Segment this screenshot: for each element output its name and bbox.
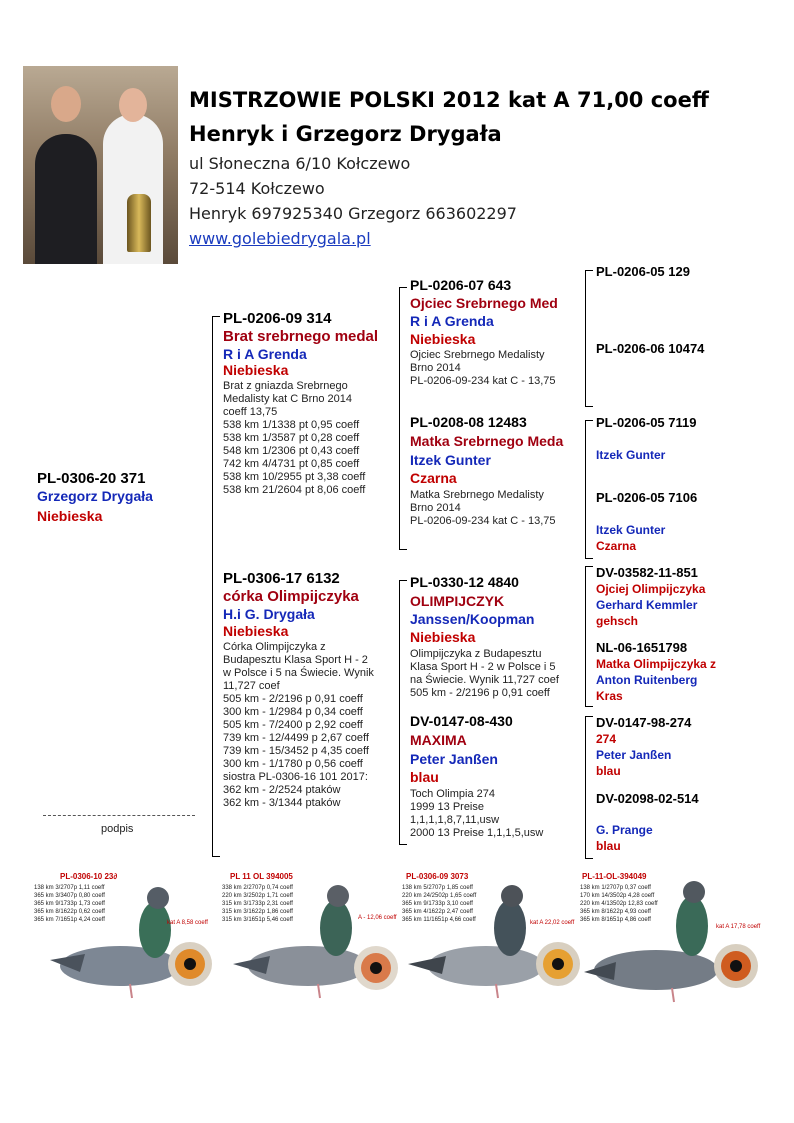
pigeon-1-results: 138 km 3/2707p 1,11 coeff 365 km 3/3407p 0,80 coeff 365 km 9/1733p 1,73 coeff 365 km 8/1622p 0,62 coeff 365 km 7/1651p 4,24 coeff: [34, 885, 105, 923]
g2-1-breeder: Itzek Gunter: [410, 452, 491, 468]
line-gen3-a-top: [585, 270, 593, 271]
line-gen1-top: [212, 316, 220, 317]
g3-0-ring: PL-0206-05 129: [596, 264, 690, 279]
g3-3-color: Czarna: [596, 539, 637, 553]
g2-2-notes: Olimpijczyka z Budapesztu Klasa Sport H - 2 w Polsce i 5 na Świecie. Wynik 11,727 coef 505 km - 2/2196 p 0,91 coeff: [410, 648, 559, 699]
sire-color: Niebieska: [223, 362, 289, 378]
g3-2-ring: PL-0206-05 7119: [596, 415, 697, 430]
pigeon-3-results: 138 km 5/2707p 1,85 coeff 220 km 24/2502p 1,65 coeff 365 km 9/1733p 3,10 coeff 365 km 4/1622p 2,47 coeff 365 km 11/1651p 4,66 coeff: [402, 885, 477, 923]
line-gen3-d-top: [585, 716, 593, 717]
g3-7-breeder: G. Prange: [596, 823, 653, 837]
pigeon-2-kat: A - 12,06 coeff: [358, 915, 397, 921]
g2-2-ring: PL-0330-12 4840: [410, 574, 519, 590]
dam-breeder: H.i G. Drygała: [223, 606, 315, 622]
line-gen3-d-bot: [585, 858, 593, 859]
owners-photo: [23, 66, 178, 264]
g2-3-ring: DV-0147-08-430: [410, 713, 513, 729]
g3-6-name: 274: [596, 732, 617, 746]
signature-label: podpis: [101, 823, 134, 835]
g2-1-notes: Matka Srebrnego Medalisty Brno 2014 PL-0206-09-234 kat C - 13,75: [410, 489, 556, 527]
g2-3-color: blau: [410, 769, 439, 785]
line-gen3-b-bot: [585, 558, 593, 559]
address-city: 72-514 Kołczewo: [189, 179, 325, 198]
g3-7-ring: DV-02098-02-514: [596, 791, 699, 806]
sire-notes: Brat z gniazda Srebrnego Medalisty kat C Brno 2014 coeff 13,75 538 km 1/1338 pt 0,95 coeff 538 km 1/3587 pt 0,28 coeff 548 km 1/2306 pt 0,43 coeff 742 km 4/4731 pt 0,85 coeff 538 km 10/2955 pt 3,38 coeff 538 km 21/2604 pt 8,06 coeff: [223, 380, 366, 496]
line-gen1-vertical: [212, 316, 213, 856]
g2-3-name: MAXIMA: [410, 732, 467, 748]
g3-3-breeder: Itzek Gunter: [596, 523, 666, 537]
g2-0-notes: Ojciec Srebrnego Medalisty Brno 2014 PL-0206-09-234 kat C - 13,75: [410, 349, 556, 387]
line-dam-bottom: [399, 844, 407, 845]
pigeon-2-title: PL 11 OL 394005: [230, 872, 293, 881]
g3-4-name: Ojciej Olimpijczyka: [596, 582, 706, 596]
line-gen3-c-top: [585, 566, 593, 567]
dam-notes: Córka Olimpijczyka z Budapesztu Klasa Sport H - 2 w Polsce i 5 na Świecie. Wynik 11,727 coef 505 km - 2/2196 p 0,91 coeff 300 km - 1/2984 p 0,34 coeff 505 km - 7/2400 p 2,92 coeff 739 km - 12/4499 p 2,67 coeff 739 km - 15/3452 p 4,35 coeff 300 km - 1/1780 p 0,56 coeff siostra PL-0306-16 101 2017: 362 km - 2/2524 ptaków 362 km - 3/1344 ptaków: [223, 641, 374, 809]
line-gen3-b: [585, 420, 586, 558]
pigeon-card-3: [398, 868, 588, 1008]
title: MISTRZOWIE POLSKI 2012 kat A 71,00 coeff: [189, 88, 709, 112]
g2-2-name: OLIMPIJCZYK: [410, 593, 505, 609]
address-street: ul Słoneczna 6/10 Kołczewo: [189, 154, 411, 173]
pigeon-1-kat: kat A 8,58 coeff: [167, 920, 208, 926]
pigeon-3-kat: kat A 22,02 coeff: [530, 920, 575, 926]
subject-color: Niebieska: [37, 508, 103, 524]
g2-1-color: Czarna: [410, 470, 457, 486]
g3-7-color: blau: [596, 839, 621, 853]
pigeon-4-kat: kat A 17,78 coeff: [716, 924, 761, 930]
person-left: [35, 134, 97, 264]
phones: Henryk 697925340 Grzegorz 663602297: [189, 204, 517, 223]
pigeon-card-1: [30, 868, 220, 1008]
g3-4-color: gehsch: [596, 614, 639, 628]
line-gen3-a-bot: [585, 406, 593, 407]
g2-0-ring: PL-0206-07 643: [410, 277, 512, 293]
line-dam-top: [399, 580, 407, 581]
pigeon-2-results: 338 km 2/2707p 0,74 coeff 220 km 3/2502p 1,71 coeff 315 km 3/1733p 2,31 coeff 315 km 3/1622p 1,86 coeff 315 km 3/1651p 5,46 coeff: [222, 885, 293, 923]
dam-name: córka Olimpijczyka: [223, 588, 359, 605]
line-sire-bottom: [399, 549, 407, 550]
g3-5-name: Matka Olimpijczyka z: [596, 657, 717, 671]
owners: Henryk i Grzegorz Drygała: [189, 122, 502, 146]
g3-1-ring: PL-0206-06 10474: [596, 341, 705, 356]
person-left-head: [51, 86, 81, 122]
person-right-head: [119, 88, 147, 122]
pigeon-card-4: [576, 868, 766, 1008]
g3-2-breeder: Itzek Gunter: [596, 448, 666, 462]
line-gen3-d: [585, 716, 586, 858]
dam-ring: PL-0306-17 6132: [223, 570, 340, 587]
pigeon-3-title: PL-0306-09 3073: [406, 872, 469, 881]
line-gen3-b-top: [585, 420, 593, 421]
line-gen3-a: [585, 270, 586, 406]
g3-6-ring: DV-0147-98-274: [596, 715, 692, 730]
signature-line: [43, 815, 195, 816]
pigeon-4-results: 138 km 1/2707p 0,37 coeff 170 km 14/3502p 4,28 coeff 220 km 4/13502p 12,83 coeff 365 km 8/1622p 4,93 coeff 365 km 8/1651p 4,86 coeff: [580, 885, 658, 923]
website-link[interactable]: www.golebiedrygala.pl: [189, 229, 371, 248]
g2-0-color: Niebieska: [410, 331, 476, 347]
g2-1-ring: PL-0208-08 12483: [410, 414, 527, 430]
g3-5-ring: NL-06-1651798: [596, 640, 688, 655]
line-dam-vertical: [399, 580, 400, 844]
line-gen3-c: [585, 566, 586, 706]
dam-color: Niebieska: [223, 623, 289, 639]
g3-6-color: blau: [596, 764, 621, 778]
g3-4-breeder: Gerhard Kemmler: [596, 598, 698, 612]
line-sire-top: [399, 287, 407, 288]
line-gen1-bottom: [212, 856, 220, 857]
g2-3-breeder: Peter Janßen: [410, 751, 498, 767]
line-sire-vertical: [399, 287, 400, 549]
g3-6-breeder: Peter Janßen: [596, 748, 672, 762]
pigeon-card-2: [218, 868, 408, 1008]
g2-2-breeder: Janssen/Koopman: [410, 611, 535, 627]
g2-1-name: Matka Srebrnego Meda: [410, 433, 564, 449]
sire-ring: PL-0206-09 314: [223, 310, 332, 327]
g3-5-breeder: Anton Ruitenberg: [596, 673, 698, 687]
g2-2-color: Niebieska: [410, 629, 476, 645]
pigeon-4-title: PL-11-OL-394049: [582, 872, 647, 881]
subject-breeder: Grzegorz Drygała: [37, 488, 153, 504]
g3-4-ring: DV-03582-11-851: [596, 565, 698, 580]
sire-breeder: R i A Grenda: [223, 346, 307, 362]
g2-0-name: Ojciec Srebrnego Med: [410, 295, 558, 311]
g3-3-ring: PL-0206-05 7106: [596, 490, 698, 505]
g2-3-notes: Toch Olimpia 274 1999 13 Preise 1,1,1,1,8,7,11,usw 2000 13 Preise 1,1,1,5,usw: [410, 788, 544, 839]
sire-name: Brat srebrnego medal: [223, 328, 379, 345]
g3-5-color: Kras: [596, 689, 623, 703]
g2-0-breeder: R i A Grenda: [410, 313, 494, 329]
subject-ring: PL-0306-20 371: [37, 470, 146, 487]
pigeon-1-title: PL-0306-10 23∂: [60, 872, 118, 881]
line-gen3-c-bot: [585, 706, 593, 707]
trophy-icon: [127, 194, 151, 252]
